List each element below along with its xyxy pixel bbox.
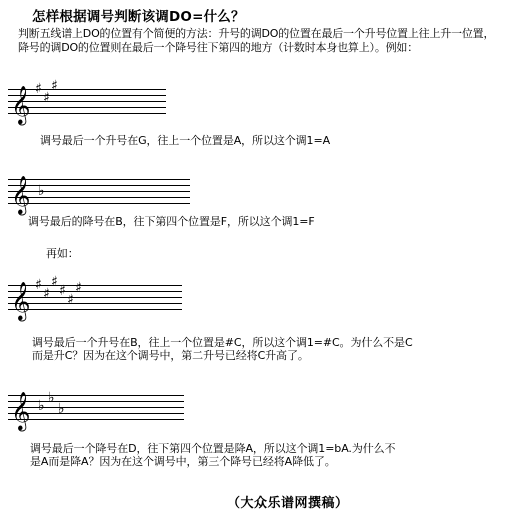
example-1-caption: 调号最后一个升号在G，往上一个位置是A，所以这个调1=A (40, 134, 330, 147)
example-2-caption: 调号最后的降号在B，往下第四个位置是F，所以这个调1=F (28, 215, 315, 228)
example-3-caption-line-1: 调号最后一个升号在B，往上一个位置是#C，所以这个调1=#C。为什么不是C (32, 336, 413, 349)
sharp-icon: ♯ (35, 277, 42, 293)
staff-example-a-major (8, 72, 168, 128)
intro-paragraph: 判断五线谱上DO的位置有个简便的方法：升号的调DO的位置在最后一个升号位置上往上升一位置，降号的调DO的位置则在最后一个降号往下第四的地方（计数时本身也算上）。例如： (18, 27, 495, 54)
flat-icon: ♭ (38, 183, 45, 199)
footer-credit: （大众乐谱网撰稿） (227, 496, 349, 511)
sharp-icon: ♯ (51, 274, 58, 290)
treble-clef-icon: 𝄞 (11, 85, 31, 124)
staff-example-a-flat-major (8, 380, 186, 436)
example-3-caption-line-2: 而是升C？因为在这个调号中，第二升号已经将C升高了。 (32, 349, 309, 362)
sharp-icon: ♯ (51, 78, 58, 94)
article-title: 怎样根据调号判断该调DO=什么？ (32, 9, 245, 25)
sharp-icon: ♯ (35, 81, 42, 97)
example-4-caption-line-2: 是A而是降A？因为在这个调号中，第三个降号已经将A降低了。 (30, 455, 336, 468)
sharp-icon: ♯ (59, 283, 66, 299)
staff-example-c-sharp-major (8, 270, 184, 326)
staff-example-f-major (8, 164, 192, 220)
sharp-icon: ♯ (43, 90, 50, 106)
sharp-icon: ♯ (67, 292, 74, 308)
example-4-caption-line-1: 调号最后一个降号在D，往下第四个位置是降A，所以这个调1=bA.为什么不 (30, 442, 396, 455)
flat-icon: ♭ (38, 398, 45, 414)
treble-clef-icon: 𝄞 (11, 175, 31, 214)
sharp-icon: ♯ (75, 280, 82, 296)
flat-icon: ♭ (58, 401, 65, 417)
treble-clef-icon: 𝄞 (11, 391, 31, 430)
flat-icon: ♭ (48, 390, 55, 406)
sharp-icon: ♯ (43, 286, 50, 302)
treble-clef-icon: 𝄞 (11, 281, 31, 320)
again-label: 再如： (46, 247, 79, 260)
